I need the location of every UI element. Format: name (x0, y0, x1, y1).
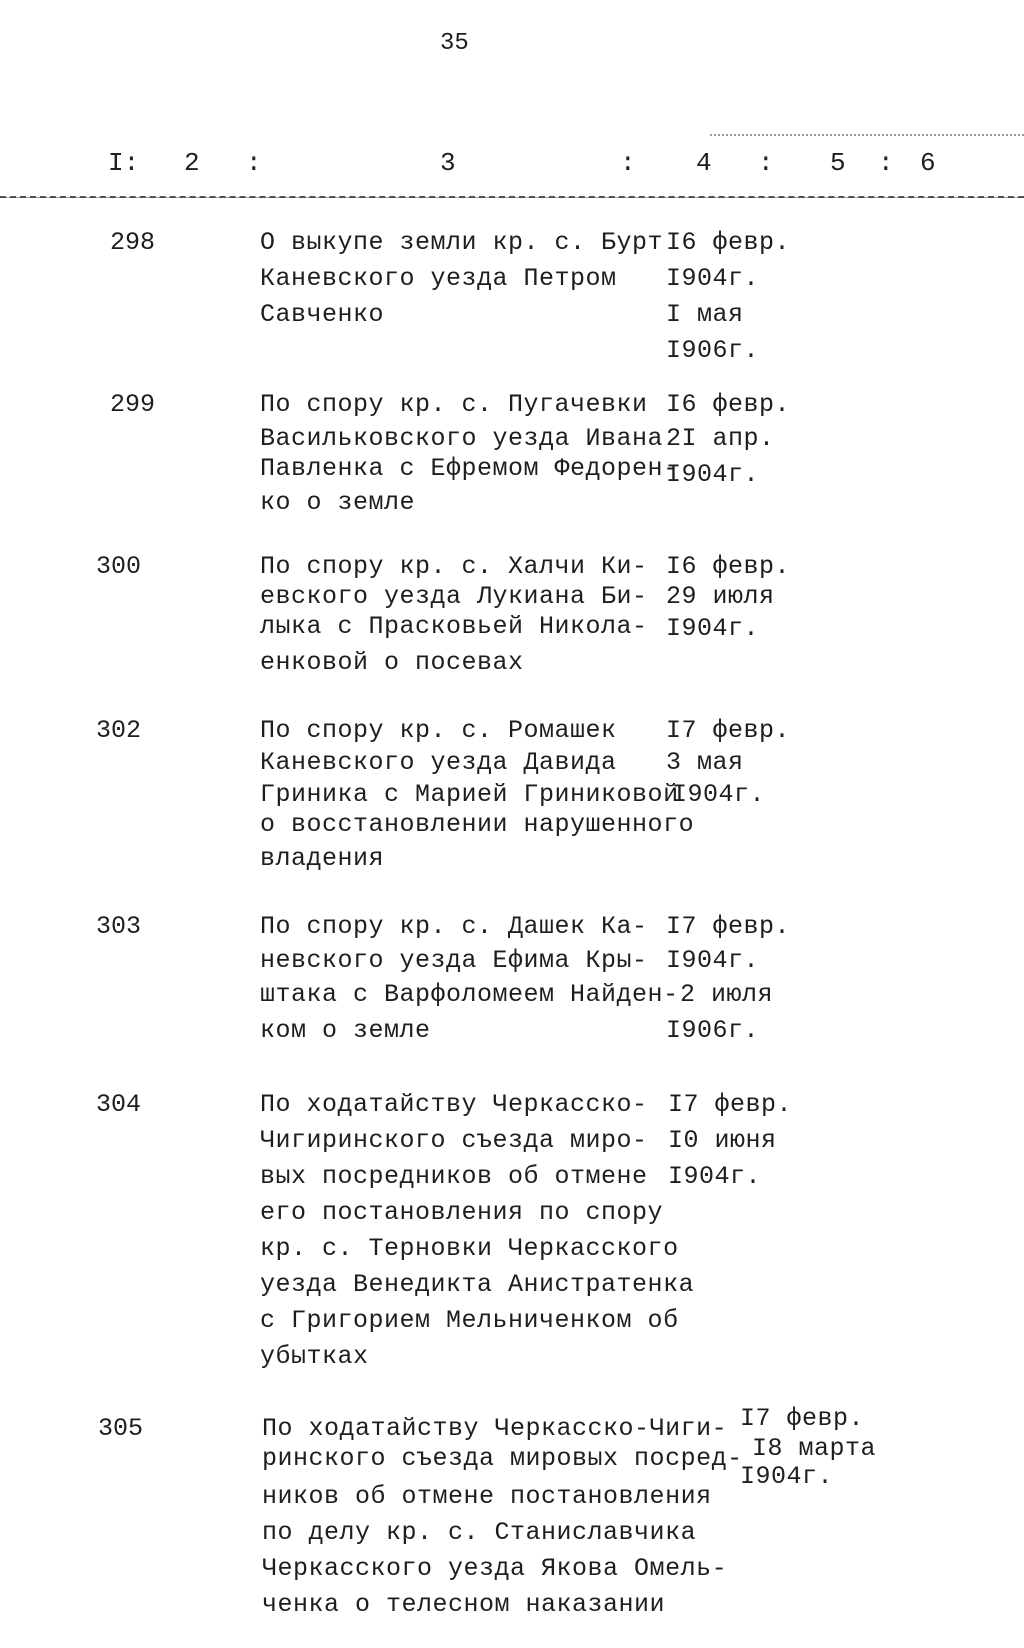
header-rule (0, 197, 1024, 198)
entry-date-line: I7 февр. (666, 912, 791, 941)
entry-title-line: По ходатайству Черкасско- (260, 1090, 648, 1119)
entry-title-line: Каневского уезда Давида (260, 748, 617, 777)
entry-date-line: I904г. (740, 1462, 834, 1491)
entry-number: 299 (110, 390, 156, 419)
entry-number: 302 (96, 716, 142, 745)
entry-date-line: I904г. (666, 460, 760, 489)
entry-date-line: I904г. (668, 1162, 762, 1191)
entry-title-line: Гриника с Марией Гриниковой (260, 780, 679, 809)
page-number: 35 (440, 30, 469, 57)
entry-title-line: Васильковского уезда Ивана (260, 424, 664, 453)
entry-title-line: ринского съезда мировых посред- (262, 1444, 743, 1473)
entry-date-line: I904г. (666, 614, 760, 643)
col-1-label: I: (108, 148, 140, 178)
entry-date-line: 2 июля (680, 980, 774, 1009)
entry-title-line: Каневского уезда Петром (260, 264, 617, 293)
entry-title-line: ко о земле (260, 488, 416, 517)
entry-title-line: Черкасского уезда Якова Омель- (262, 1554, 728, 1583)
entry-title-line: штака с Варфоломеем Найден- (260, 980, 679, 1009)
entry-date-line: I906г. (666, 1016, 760, 1045)
entry-title-line: владения (260, 844, 385, 873)
entry-date-line: I мая (666, 300, 744, 329)
entry-title-line: с Григорием Мельниченком об (260, 1306, 679, 1335)
entry-date-line: 3 мая (666, 748, 744, 777)
entry-title-line: кр. с. Терновки Черкасского (260, 1234, 679, 1263)
col-4-label: 4 (696, 148, 712, 178)
entry-title-line: его постановления по спору (260, 1198, 664, 1227)
entry-date-line: I7 февр. (740, 1404, 865, 1433)
entry-title-line: евского уезда Лукиана Би- (260, 582, 648, 611)
entry-title-line: по делу кр. с. Станиславчика (262, 1518, 697, 1547)
entry-date-line: I904г. (666, 264, 760, 293)
entry-title-line: По спору кр. с. Дашек Ка- (260, 912, 648, 941)
entry-date-line: I906г. (666, 336, 760, 365)
entry-title-line: невского уезда Ефима Кры- (260, 946, 648, 975)
col-3-label: 3 (440, 148, 456, 178)
entry-title-line: лыка с Прасковьей Никола- (260, 612, 648, 641)
top-faint-dashes (710, 134, 1024, 136)
entry-title-line: По спору кр. с. Ромашек (260, 716, 617, 745)
entry-title-line: енковой о посевах (260, 648, 524, 677)
entry-number: 300 (96, 552, 142, 581)
entry-title-line: ников об отмене постановления (262, 1482, 712, 1511)
entry-title-line: вых посредников об отмене (260, 1162, 648, 1191)
entry-title-line: убытках (260, 1342, 369, 1371)
entry-title-line: о восстановлении нарушенного (260, 810, 695, 839)
entry-title-line: ченка о телесном наказании (262, 1590, 666, 1619)
col-sep: : (878, 148, 894, 178)
entry-title-line: О выкупе земли кр. с. Бурт (260, 228, 664, 257)
col-2-label: 2 (184, 148, 200, 178)
col-6-label: 6 (920, 148, 936, 178)
col-sep: : (246, 148, 262, 178)
entry-number: 304 (96, 1090, 142, 1119)
col-sep: : (620, 148, 636, 178)
entry-number: 303 (96, 912, 142, 941)
entry-date-line: I6 февр. (666, 552, 791, 581)
entry-title-line: По ходатайству Черкасско-Чиги- (262, 1414, 728, 1443)
entry-title-line: Чигиринского съезда миро- (260, 1126, 648, 1155)
entry-title-line: Павленка с Ефремом Федорен- (260, 454, 679, 483)
entry-date-line: 29 июля (666, 582, 775, 611)
col-sep: : (758, 148, 774, 178)
entry-date-line: I8 марта (752, 1434, 877, 1463)
entry-title-line: ком о земле (260, 1016, 431, 1045)
entry-number: 298 (110, 228, 156, 257)
entry-title-line: уезда Венедикта Анистратенка (260, 1270, 695, 1299)
entry-title-line: По спору кр. с. Халчи Ки- (260, 552, 648, 581)
col-5-label: 5 (830, 148, 846, 178)
entry-date-line: I7 февр. (668, 1090, 793, 1119)
entry-date-line: I7 февр. (666, 716, 791, 745)
entry-title-line: По спору кр. с. Пугачевки (260, 390, 648, 419)
entry-date-line: 2I апр. (666, 424, 775, 453)
entry-date-line: I904г. (672, 780, 766, 809)
entry-date-line: I6 февр. (666, 228, 791, 257)
entry-date-line: I904г. (666, 946, 760, 975)
entry-date-line: I6 февр. (666, 390, 791, 419)
entry-date-line: I0 июня (668, 1126, 777, 1155)
entry-number: 305 (98, 1414, 144, 1443)
entry-title-line: Савченко (260, 300, 385, 329)
